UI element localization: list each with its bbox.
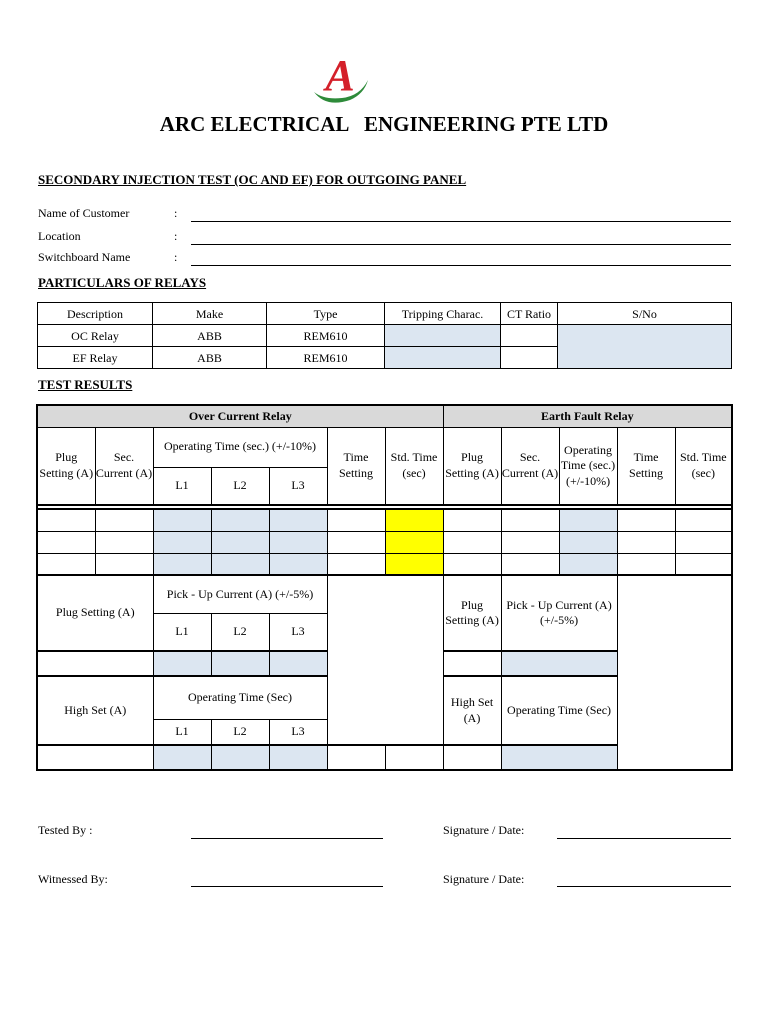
ef-pickup-current-cell[interactable] bbox=[501, 651, 617, 676]
table-row bbox=[37, 531, 732, 553]
ef-time-setting-cell[interactable] bbox=[617, 531, 675, 553]
test-results-table bbox=[36, 404, 733, 771]
witnessed-by-field[interactable] bbox=[191, 886, 383, 887]
oc-sec-current-cell[interactable] bbox=[95, 531, 153, 553]
oc-l3-cell[interactable] bbox=[269, 531, 327, 553]
tested-by-field[interactable] bbox=[191, 838, 383, 839]
oc-relay-type: REM610 bbox=[267, 325, 385, 347]
oc-l1-cell[interactable] bbox=[153, 553, 211, 575]
oc-plug-setting-cell[interactable] bbox=[37, 531, 95, 553]
oc-sec-current-cell[interactable] bbox=[95, 509, 153, 531]
oc-sec-current-cell[interactable] bbox=[95, 553, 153, 575]
witnessed-by-label: Witnessed By: bbox=[38, 872, 108, 886]
ef-pickup-plug-setting-cell[interactable] bbox=[443, 651, 501, 676]
oc-relay-ct-ratio-cell[interactable] bbox=[501, 325, 558, 347]
oc-highset-std-time-cell[interactable] bbox=[385, 745, 443, 770]
ef-relay-make: ABB bbox=[153, 347, 267, 369]
table-row bbox=[38, 325, 732, 347]
oc-relay-tripping-cell[interactable] bbox=[385, 325, 501, 347]
pickup-l2-cell[interactable] bbox=[211, 651, 269, 676]
ef-pickup-plug-setting-header: Plug Setting (A) bbox=[443, 575, 501, 651]
customer-name-field[interactable] bbox=[191, 221, 731, 222]
oc-relay-description: OC Relay bbox=[38, 325, 153, 347]
highset-l2-cell[interactable] bbox=[211, 745, 269, 770]
ef-section-title: Earth Fault Relay bbox=[443, 405, 732, 427]
highset-l3-header: L3 bbox=[269, 719, 327, 745]
oc-high-set-operating-time-header: Operating Time (Sec) bbox=[153, 676, 327, 719]
oc-l2-cell[interactable] bbox=[211, 509, 269, 531]
ef-sec-current-cell[interactable] bbox=[501, 553, 559, 575]
oc-highset-time-setting-cell[interactable] bbox=[327, 745, 385, 770]
oc-std-time-cell[interactable] bbox=[385, 553, 443, 575]
oc-pickup-plug-setting-cell[interactable] bbox=[37, 651, 153, 676]
oc-std-time-cell[interactable] bbox=[385, 509, 443, 531]
ef-relay-ct-ratio-cell[interactable] bbox=[501, 347, 558, 369]
oc-plug-setting-cell[interactable] bbox=[37, 509, 95, 531]
customer-name-colon: : bbox=[174, 206, 178, 220]
oc-l3-cell[interactable] bbox=[269, 553, 327, 575]
oc-l1-cell[interactable] bbox=[153, 509, 211, 531]
oc-relay-make: ABB bbox=[153, 325, 267, 347]
pickup-header-row bbox=[37, 575, 732, 613]
company-name: ARC ELECTRICAL ENGINEERING PTE LTD bbox=[159, 112, 609, 136]
oc-l2-cell[interactable] bbox=[211, 553, 269, 575]
col-type: Type bbox=[267, 303, 385, 325]
switchboard-name-field[interactable] bbox=[191, 265, 731, 266]
ef-sec-current-cell[interactable] bbox=[501, 509, 559, 531]
relays-table bbox=[37, 302, 732, 369]
ef-relay-description: EF Relay bbox=[38, 347, 153, 369]
ef-high-set-operating-time-header: Operating Time (Sec) bbox=[501, 676, 617, 745]
oc-time-setting-header: Time Setting bbox=[327, 427, 385, 505]
ef-std-time-cell[interactable] bbox=[675, 553, 732, 575]
pickup-l1-header: L1 bbox=[153, 613, 211, 651]
switchboard-name-label: Switchboard Name bbox=[38, 250, 131, 264]
oc-l3-header: L3 bbox=[269, 467, 327, 505]
ef-plug-setting-cell[interactable] bbox=[443, 531, 501, 553]
ef-time-setting-cell[interactable] bbox=[617, 509, 675, 531]
ef-high-set-operating-time-cell[interactable] bbox=[501, 745, 617, 770]
relays-header-row bbox=[38, 303, 732, 325]
pickup-l3-cell[interactable] bbox=[269, 651, 327, 676]
ef-plug-setting-cell[interactable] bbox=[443, 553, 501, 575]
witnessed-signature-date-label: Signature / Date: bbox=[443, 872, 525, 886]
location-colon: : bbox=[174, 229, 178, 243]
oc-blank-area bbox=[327, 575, 443, 745]
oc-operating-time-header: Operating Time (sec.) (+/-10%) bbox=[153, 427, 327, 467]
ef-operating-time-cell[interactable] bbox=[559, 509, 617, 531]
oc-plug-setting-header: Plug Setting (A) bbox=[37, 427, 95, 505]
ef-sec-current-header: Sec. Current (A) bbox=[501, 427, 559, 505]
oc-time-setting-cell[interactable] bbox=[327, 553, 385, 575]
highset-l3-cell[interactable] bbox=[269, 745, 327, 770]
ef-plug-setting-cell[interactable] bbox=[443, 509, 501, 531]
ef-operating-time-header: Operating Time (sec.) (+/-10%) bbox=[559, 427, 617, 505]
location-label: Location bbox=[38, 229, 81, 243]
oc-std-time-header: Std. Time (sec) bbox=[385, 427, 443, 505]
ef-std-time-cell[interactable] bbox=[675, 509, 732, 531]
customer-name-label: Name of Customer bbox=[38, 206, 130, 220]
company-logo bbox=[308, 50, 372, 108]
table-row bbox=[37, 553, 732, 575]
oc-l1-cell[interactable] bbox=[153, 531, 211, 553]
witnessed-signature-date-field[interactable] bbox=[557, 886, 731, 887]
ef-high-set-header: High Set (A) bbox=[443, 676, 501, 745]
ef-time-setting-cell[interactable] bbox=[617, 553, 675, 575]
oc-high-set-header: High Set (A) bbox=[37, 676, 153, 745]
results-title-row bbox=[37, 405, 732, 427]
test-results-heading: TEST RESULTS bbox=[38, 377, 133, 392]
highset-l2-header: L2 bbox=[211, 719, 269, 745]
results-header-row bbox=[37, 427, 732, 467]
ef-pickup-current-header: Pick - Up Current (A) (+/-5%) bbox=[501, 575, 617, 651]
ef-blank-area bbox=[617, 575, 732, 770]
highset-l1-header: L1 bbox=[153, 719, 211, 745]
location-field[interactable] bbox=[191, 244, 731, 245]
oc-plug-setting-cell[interactable] bbox=[37, 553, 95, 575]
oc-l3-cell[interactable] bbox=[269, 509, 327, 531]
oc-std-time-cell[interactable] bbox=[385, 531, 443, 553]
ef-std-time-cell[interactable] bbox=[675, 531, 732, 553]
ef-relay-tripping-cell[interactable] bbox=[385, 347, 501, 369]
col-description: Description bbox=[38, 303, 153, 325]
pickup-l2-header: L2 bbox=[211, 613, 269, 651]
form-title: SECONDARY INJECTION TEST (OC AND EF) FOR OUTGOING PANEL bbox=[38, 172, 467, 187]
switchboard-name-colon: : bbox=[174, 250, 178, 264]
pickup-l3-header: L3 bbox=[269, 613, 327, 651]
ef-operating-time-cell[interactable] bbox=[559, 553, 617, 575]
col-sno: S/No bbox=[558, 303, 732, 325]
ef-operating-time-cell[interactable] bbox=[559, 531, 617, 553]
oc-pickup-plug-setting-header: Plug Setting (A) bbox=[37, 575, 153, 651]
oc-sec-current-header: Sec. Current (A) bbox=[95, 427, 153, 505]
ef-std-time-header: Std. Time (sec) bbox=[675, 427, 732, 505]
svg-text:A: A bbox=[325, 51, 355, 100]
tested-signature-date-label: Signature / Date: bbox=[443, 823, 525, 837]
col-make: Make bbox=[153, 303, 267, 325]
ef-high-set-cell[interactable] bbox=[443, 745, 501, 770]
table-row bbox=[37, 509, 732, 531]
sno-cell[interactable] bbox=[558, 325, 732, 369]
oc-time-setting-cell[interactable] bbox=[327, 509, 385, 531]
ef-sec-current-cell[interactable] bbox=[501, 531, 559, 553]
tested-by-label: Tested By : bbox=[38, 823, 93, 837]
oc-l1-header: L1 bbox=[153, 467, 211, 505]
col-tripping: Tripping Charac. bbox=[385, 303, 501, 325]
oc-time-setting-cell[interactable] bbox=[327, 531, 385, 553]
tested-signature-date-field[interactable] bbox=[557, 838, 731, 839]
ef-time-setting-header: Time Setting bbox=[617, 427, 675, 505]
oc-l2-cell[interactable] bbox=[211, 531, 269, 553]
relays-heading: PARTICULARS OF RELAYS bbox=[38, 275, 207, 290]
oc-l2-header: L2 bbox=[211, 467, 269, 505]
ef-plug-setting-header: Plug Setting (A) bbox=[443, 427, 501, 505]
oc-pickup-current-header: Pick - Up Current (A) (+/-5%) bbox=[153, 575, 327, 613]
ef-relay-type: REM610 bbox=[267, 347, 385, 369]
col-ct-ratio: CT Ratio bbox=[501, 303, 558, 325]
highset-l1-cell[interactable] bbox=[153, 745, 211, 770]
pickup-l1-cell[interactable] bbox=[153, 651, 211, 676]
oc-high-set-cell[interactable] bbox=[37, 745, 153, 770]
oc-section-title: Over Current Relay bbox=[37, 405, 443, 427]
